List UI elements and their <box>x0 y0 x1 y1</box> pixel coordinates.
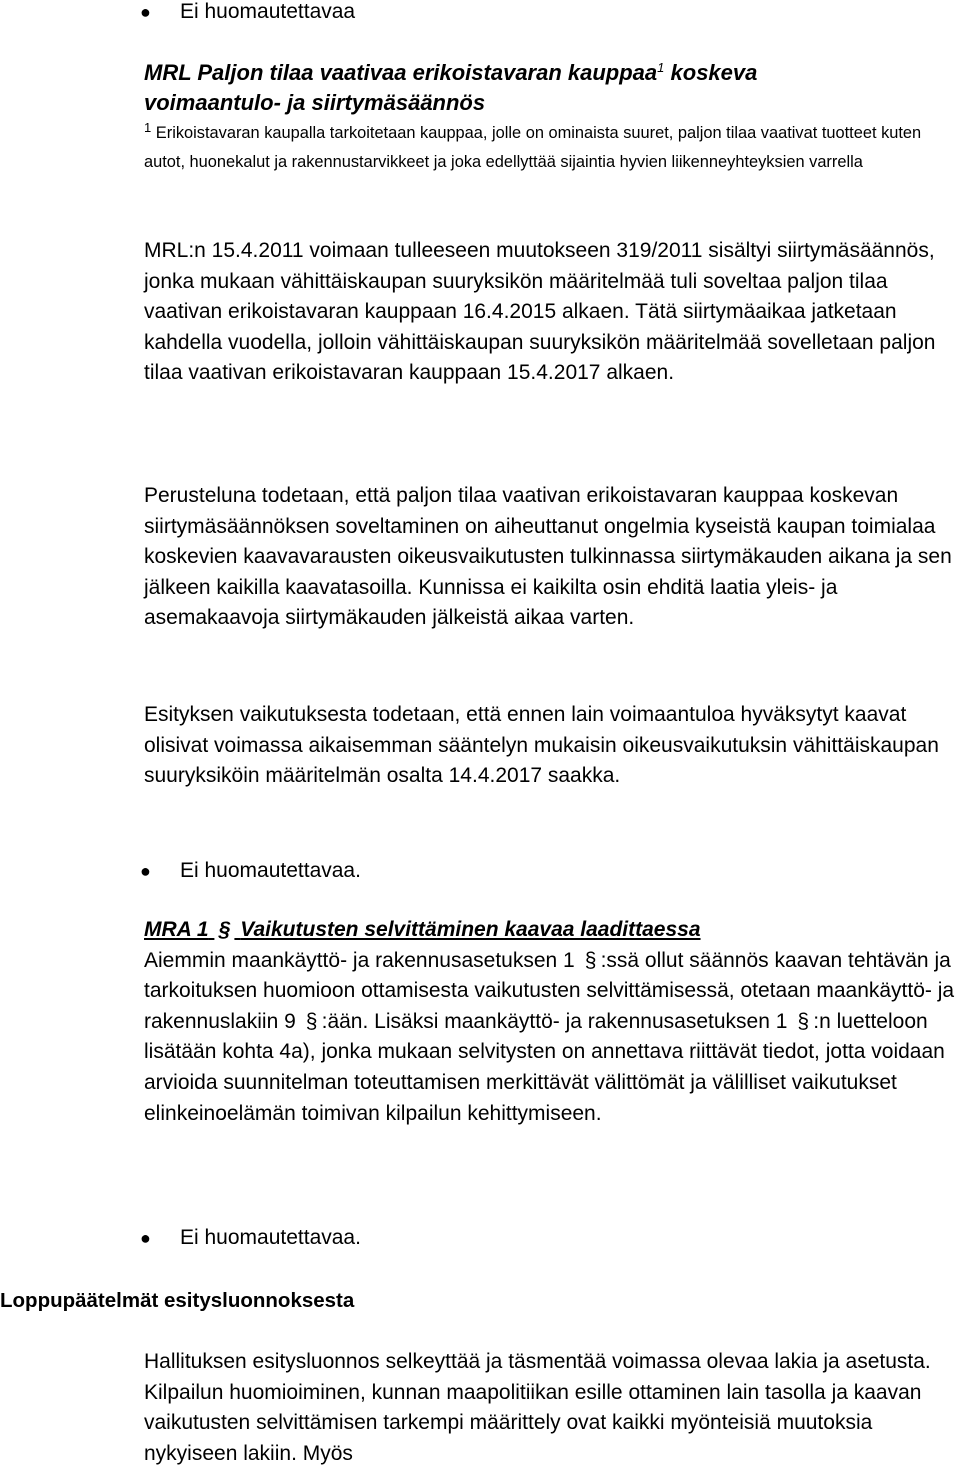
bullet-text: Ei huomautettavaa <box>180 0 356 23</box>
bullet-item <box>140 856 361 886</box>
section-sign-icon: § <box>584 948 597 972</box>
bullet-item <box>140 1223 361 1253</box>
section-sign-icon: § <box>305 1009 318 1033</box>
footnote-marker: 1 <box>657 60 665 75</box>
footnote-number: 1 <box>144 120 152 135</box>
bullet-item <box>140 0 355 27</box>
footnote-text: Erikoistavaran kaupalla tarkoitetaan kauppaa, jolle on ominaista suuret, paljon tilaa vaativat tuotteet kuten autot, huonekalut ja rakennustarvikkeet ja joka edellyttää sijaintia hyvien liikenneyhteyksien varrella <box>144 124 922 171</box>
bullet-icon: ● <box>140 2 151 22</box>
footnote <box>144 119 934 176</box>
heading-text-end: koskeva <box>670 60 758 85</box>
paragraph-mrl-3: Esityksen vaikutuksesta todetaan, että ennen lain voimaantuloa hyväksytyt kaavat olisivat voimassa aikaisemman sääntelyn mukaisin oikeusvaikutuksin vähittäiskaupan suuryksiköin määritelmän osalta 14.4.2017 saakka. <box>144 703 939 788</box>
mra-title: MRA 1 § Vaikutusten selvittäminen kaavaa laadittaessa <box>144 918 701 941</box>
section-sign-icon: § <box>797 1009 810 1033</box>
paragraph-mrl-1: MRL:n 15.4.2011 voimaan tulleeseen muutokseen 319/2011 sisältyi siirtymäsäännös, jonka mukaan vähittäiskaupan suuryksikön määritelmää tuli soveltaa paljon tilaa vaativan erikoistavaran kauppaan 16.4.2015 alkaen. Tätä siirtymäaikaa jatketaan kahdella vuodella, jolloin vähittäiskaupan suuryksikön määritelmää sovelletaan paljon tilaa vaativan erikoistavaran kauppaan 15.4.2017 alkaen. <box>144 239 936 385</box>
paragraph-conclusions: Hallituksen esitysluonnos selkeyttää ja täsmentää voimassa olevaa lakia ja asetusta. Kilpailun huomioiminen, kunnan maapolitiikan esille ottaminen lain tasolla ja kaavan vaikutusten selvittämisen tarkempi määrittely ovat kaikki myönteisiä muutoksia nykyiseen lakiin. Myös <box>144 1350 931 1465</box>
section-sign-icon: § <box>218 918 231 941</box>
section-heading-conclusions: Loppupäätelmät esitysluonnoksesta <box>0 1289 355 1312</box>
heading-text: MRL Paljon tilaa vaativaa erikoistavaran kauppaa <box>144 60 658 85</box>
paragraph-mrl-2: Perusteluna todetaan, että paljon tilaa vaativan erikoistavaran kauppaa koskevan siirtymäsäännöksen soveltaminen on aiheuttanut ongelmia kyseistä kaupan toimialaa koskevien kaavavarausten oikeusvaikutusten tulkinnassa siirtymäkauden aikana ja sen jälkeen kaikilla kaavatasoilla. Kunnissa ei kaikilta osin ehditä laatia yleis- ja asemakaavoja siirtymäkauden jälkeistä aikaa varten. <box>144 484 952 630</box>
bullet-icon: ● <box>140 1228 151 1248</box>
bullet-text: Ei huomautettavaa. <box>180 859 361 882</box>
section-heading-mrl <box>144 58 944 118</box>
heading-text-line2: voimaantulo- ja siirtymäsäännös <box>144 90 486 115</box>
section-mra: MRA 1 § Vaikutusten selvittäminen kaavaa laadittaessa Aiemmin maankäyttö- ja rakennusasetuksen 1 § :ssä ollut säännös kaavan tehtävän ja tarkoituksen huomioon ottamisesta vaikutusten selvittämisessä, otetaan maankäyttö- ja rakennuslakiin 9 § :ään. Lisäksi maankäyttö- ja rakennusasetuksen 1 § :n luetteloon lisätään kohta 4a), jonka mukaan selvitysten on annettava riittävät tiedot, jotta voidaan arvioida suunnitelman toteuttamisen merkittävät välittömät ja välilliset vaikutukset elinkeinoelämän toimivan kilpailun kehittymiseen. <box>144 915 956 1129</box>
bullet-icon: ● <box>140 861 151 881</box>
bullet-text: Ei huomautettavaa. <box>180 1226 361 1249</box>
